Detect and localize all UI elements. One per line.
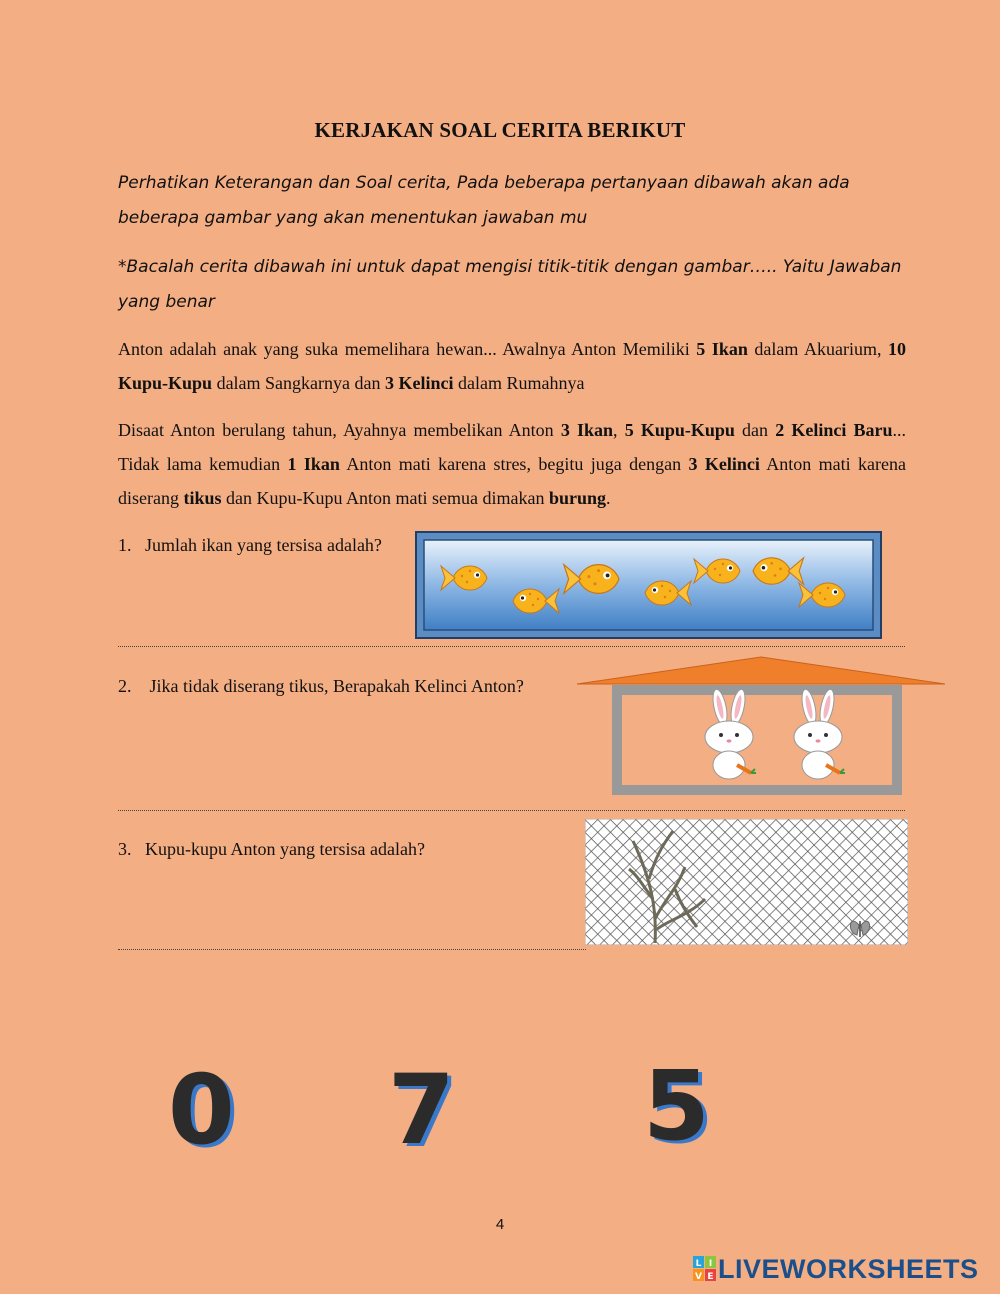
rabbit-house-image xyxy=(575,655,947,795)
liveworksheets-logo-icon xyxy=(693,1256,717,1282)
answer-line-3[interactable] xyxy=(118,949,586,950)
question-3 xyxy=(118,839,425,860)
question-number: 2. xyxy=(118,676,132,696)
page-title: KERJAKAN SOAL CERITA BERIKUT xyxy=(314,118,686,142)
question-text: Jika tidak diserang tikus, Berapakah Kelinci Anton? xyxy=(149,676,524,696)
svg-text:I: I xyxy=(708,1259,713,1269)
answer-line-1[interactable] xyxy=(118,646,905,647)
butterfly-cage-image xyxy=(585,819,908,945)
question-text: Jumlah ikan yang tersisa adalah? xyxy=(145,535,382,555)
question-1 xyxy=(118,535,382,556)
svg-text:E: E xyxy=(707,1272,714,1282)
page-number: 4 xyxy=(495,1216,505,1233)
story-paragraph-2: Disaat Anton berulang tahun, Ayahnya membelikan Anton 3 Ikan, 5 Kupu-Kupu dan 2 Kelinci Baru... Tidak lama kemudian 1 Ikan Anton mati karena stres, begitu juga dengan 3 Kelinci Anton mati karena diserang tikus dan Kupu-Kupu Anton mati semua dimakan burung. xyxy=(118,420,907,508)
question-2 xyxy=(118,676,524,697)
rabbit-icon xyxy=(794,688,845,779)
brand-name[interactable]: LIVEWORKSHEETS xyxy=(718,1254,979,1284)
instruction-note: *Bacalah cerita dibawah ini untuk dapat mengisi titik-titik dengan gambar….. Yaitu Jawaban yang benar xyxy=(118,257,902,312)
svg-text:L: L xyxy=(695,1259,702,1269)
svg-text:V: V xyxy=(695,1272,702,1282)
answer-choice-7[interactable]: 7 xyxy=(388,1054,455,1166)
answer-choice-0[interactable]: 0 xyxy=(168,1054,235,1166)
question-number: 1. xyxy=(118,535,132,555)
aquarium-image xyxy=(415,531,882,639)
instruction-text: Perhatikan Keterangan dan Soal cerita, Pada beberapa pertanyaan dibawah akan ada beberapa gambar yang akan menentukan jawaban mu xyxy=(118,173,850,228)
story-paragraph-1: Anton adalah anak yang suka memelihara hewan... Awalnya Anton Memiliki 5 Ikan dalam Akuarium, 10 Kupu-Kupu dalam Sangkarnya dan 3 Kelinci dalam Rumahnya xyxy=(118,339,906,393)
rabbit-icon xyxy=(705,688,756,779)
question-text: Kupu-kupu Anton yang tersisa adalah? xyxy=(145,839,425,859)
question-number: 3. xyxy=(118,839,132,859)
answer-line-2[interactable] xyxy=(118,810,905,811)
answer-choice-5[interactable]: 5 xyxy=(643,1050,710,1162)
